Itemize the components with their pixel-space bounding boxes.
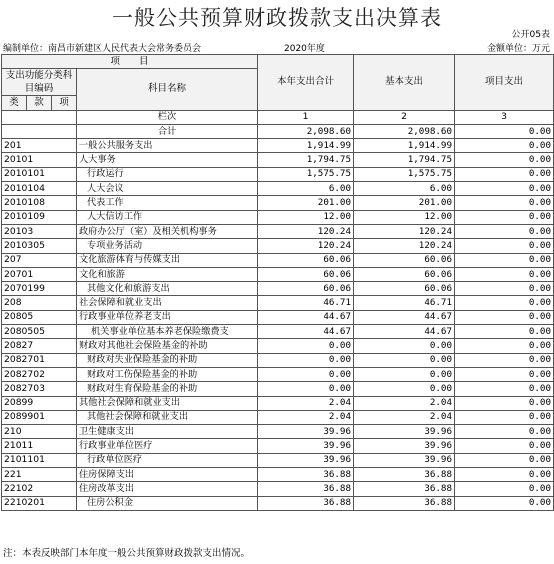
kuan-header: 款 <box>27 96 52 110</box>
basic-amount: 39.96 <box>354 425 455 439</box>
total-amount: 36.88 <box>258 482 354 496</box>
project-amount: 0.00 <box>455 153 554 167</box>
function-code: 2082701 <box>2 353 77 367</box>
total-amount: 1,575.75 <box>258 167 354 181</box>
basic-amount: 36.88 <box>354 496 455 510</box>
basic-amount: 39.96 <box>354 453 455 467</box>
project-amount: 0.00 <box>455 253 554 267</box>
subject-header: 科目名称 <box>77 69 258 110</box>
total-amount: 60.06 <box>258 267 354 281</box>
table-row <box>2 167 554 181</box>
total-amount: 0.00 <box>258 353 354 367</box>
subject-name: 代表工作 <box>77 196 258 210</box>
basic-amount: 60.06 <box>354 253 455 267</box>
table-row <box>2 382 554 396</box>
total-amount: 44.67 <box>258 310 354 324</box>
total-row <box>2 124 554 138</box>
function-code: 2089901 <box>2 410 77 424</box>
project-amount: 0.00 <box>455 139 554 153</box>
project-amount: 0.00 <box>455 496 554 510</box>
total-value: 2,098.60 <box>258 124 354 138</box>
project-amount: 0.00 <box>455 410 554 424</box>
project-amount: 0.00 <box>455 468 554 482</box>
basic-amount: 0.00 <box>354 353 455 367</box>
table-row <box>2 196 554 210</box>
subject-name: 行政单位医疗 <box>77 453 258 467</box>
total-amount: 0.00 <box>258 382 354 396</box>
project-amount: 0.00 <box>455 353 554 367</box>
basic-amount: 201.00 <box>354 196 455 210</box>
table-row <box>2 310 554 324</box>
project-header: 项 目 <box>2 55 258 69</box>
subject-name: 财政对失业保险基金的补助 <box>77 353 258 367</box>
col-number-3: 3 <box>455 110 554 124</box>
function-code: 210 <box>2 425 77 439</box>
table-row <box>2 410 554 424</box>
total-amount: 36.88 <box>258 496 354 510</box>
total-amount: 2.04 <box>258 410 354 424</box>
basic-amount: 60.06 <box>354 282 455 296</box>
subject-name: 政府办公厅（室）及相关机构事务 <box>77 224 258 238</box>
function-code: 20899 <box>2 396 77 410</box>
function-code: 2082703 <box>2 382 77 396</box>
total-amount: 6.00 <box>258 182 354 196</box>
table-row <box>2 396 554 410</box>
project-amount: 0.00 <box>455 310 554 324</box>
basic-amount: 46.71 <box>354 296 455 310</box>
basic-amount: 2.04 <box>354 396 455 410</box>
function-code: 221 <box>2 468 77 482</box>
total-amount: 39.96 <box>258 439 354 453</box>
project-amount: 0.00 <box>455 182 554 196</box>
report-title: 一般公共预算财政拨款支出决算表 <box>112 6 442 30</box>
table-row <box>2 482 554 496</box>
subject-name: 住房保障支出 <box>77 468 258 482</box>
basic-amount: 120.24 <box>354 224 455 238</box>
subject-name: 财政对生育保险基金的补助 <box>77 382 258 396</box>
subject-name: 其他社会保障和就业支出 <box>77 410 258 424</box>
total-amount: 36.88 <box>258 468 354 482</box>
total-amount: 60.06 <box>258 253 354 267</box>
subject-name: 人大会议 <box>77 182 258 196</box>
project-amount: 0.00 <box>455 482 554 496</box>
total-label: 合计 <box>77 124 258 138</box>
basic-amount: 1,575.75 <box>354 167 455 181</box>
total-amount: 201.00 <box>258 196 354 210</box>
table-row <box>2 210 554 224</box>
project-amount: 0.00 <box>455 396 554 410</box>
total-amount: 60.06 <box>258 282 354 296</box>
subject-name: 人大事务 <box>77 153 258 167</box>
function-code: 2010305 <box>2 239 77 253</box>
project-amount: 0.00 <box>455 282 554 296</box>
subject-name: 住房改革支出 <box>77 482 258 496</box>
basic-amount: 12.00 <box>354 210 455 224</box>
subject-name: 专项业务活动 <box>77 239 258 253</box>
basic-amount: 44.67 <box>354 325 455 339</box>
function-code: 20805 <box>2 310 77 324</box>
table-row <box>2 239 554 253</box>
table-row <box>2 153 554 167</box>
total-basic: 2,098.60 <box>354 124 455 138</box>
col-number-1: 1 <box>258 110 354 124</box>
xiang-header: 项 <box>52 96 77 110</box>
function-code: 22102 <box>2 482 77 496</box>
function-code: 2070199 <box>2 282 77 296</box>
table-row <box>2 496 554 510</box>
total-project: 0.00 <box>455 124 554 138</box>
expenditure-table <box>1 54 554 511</box>
subject-name: 文化和旅游 <box>77 267 258 281</box>
total-amount: 1,914.99 <box>258 139 354 153</box>
basic-amount: 0.00 <box>354 339 455 353</box>
header-row-1 <box>2 55 554 69</box>
table-row <box>2 325 554 339</box>
function-code: 20101 <box>2 153 77 167</box>
total-amount: 12.00 <box>258 210 354 224</box>
table-row <box>2 139 554 153</box>
project-amount: 0.00 <box>455 453 554 467</box>
function-code: 2101101 <box>2 453 77 467</box>
project-amount: 0.00 <box>455 367 554 381</box>
project-amount: 0.00 <box>455 239 554 253</box>
subject-name: 文化旅游体育与传媒支出 <box>77 253 258 267</box>
basic-amount: 36.88 <box>354 468 455 482</box>
basic-amount: 39.96 <box>354 439 455 453</box>
function-code: 2010101 <box>2 167 77 181</box>
basic-amount: 60.06 <box>354 267 455 281</box>
basic-amount: 2.04 <box>354 410 455 424</box>
function-code: 208 <box>2 296 77 310</box>
project-amount: 0.00 <box>455 224 554 238</box>
function-code: 2210201 <box>2 496 77 510</box>
basic-amount: 1,794.75 <box>354 153 455 167</box>
project-amount: 0.00 <box>455 425 554 439</box>
lanci-label: 栏次 <box>77 110 258 124</box>
basic-amount: 36.88 <box>354 482 455 496</box>
table-row <box>2 425 554 439</box>
table-row <box>2 339 554 353</box>
basic-amount: 44.67 <box>354 310 455 324</box>
total-amount: 2.04 <box>258 396 354 410</box>
table-row <box>2 267 554 281</box>
subject-name: 机关事业单位基本养老保险缴费支 <box>77 325 258 339</box>
function-code: 2010108 <box>2 196 77 210</box>
project-col-header: 项目支出 <box>455 55 554 111</box>
total-amount: 44.67 <box>258 325 354 339</box>
table-row <box>2 182 554 196</box>
function-code: 21011 <box>2 439 77 453</box>
org-label: 编制单位：南昌市新建区人民代表大会常务委员会 <box>3 44 202 54</box>
basic-amount: 0.00 <box>354 367 455 381</box>
col-number-2: 2 <box>354 110 455 124</box>
footnote: 注：本表反映部门本年度一般公共预算财政拨款支出情况。 <box>3 548 251 559</box>
table-number: 公开05表 <box>511 30 550 40</box>
func-code-header: 支出功能分类科目编码 <box>2 69 77 96</box>
total-amount: 0.00 <box>258 367 354 381</box>
table-row <box>2 282 554 296</box>
basic-amount: 1,914.99 <box>354 139 455 153</box>
total-col-header: 本年支出合计 <box>258 55 354 111</box>
subject-name: 财政对其他社会保险基金的补助 <box>77 339 258 353</box>
table-row <box>2 353 554 367</box>
subject-name: 行政事业单位医疗 <box>77 439 258 453</box>
project-amount: 0.00 <box>455 167 554 181</box>
total-amount: 120.24 <box>258 239 354 253</box>
lanci-row <box>2 110 554 124</box>
basic-amount: 6.00 <box>354 182 455 196</box>
subject-name: 卫生健康支出 <box>77 425 258 439</box>
subject-name: 社会保障和就业支出 <box>77 296 258 310</box>
table-row <box>2 296 554 310</box>
table-row <box>2 367 554 381</box>
function-code: 20103 <box>2 224 77 238</box>
project-amount: 0.00 <box>455 210 554 224</box>
function-code: 20827 <box>2 339 77 353</box>
subject-name: 其他社会保障和就业支出 <box>77 396 258 410</box>
basic-amount: 0.00 <box>354 382 455 396</box>
function-code: 20701 <box>2 267 77 281</box>
total-amount: 120.24 <box>258 224 354 238</box>
function-code: 207 <box>2 253 77 267</box>
project-amount: 0.00 <box>455 439 554 453</box>
project-amount: 0.00 <box>455 296 554 310</box>
amount-unit: 金额单位：万元 <box>486 44 550 54</box>
fiscal-year: 2020年度 <box>284 44 325 54</box>
project-amount: 0.00 <box>455 325 554 339</box>
total-amount: 1,794.75 <box>258 153 354 167</box>
table-row <box>2 468 554 482</box>
class-header: 类 <box>2 96 27 110</box>
table-row <box>2 224 554 238</box>
function-code: 2010104 <box>2 182 77 196</box>
table-row <box>2 253 554 267</box>
total-amount: 39.96 <box>258 453 354 467</box>
table-row <box>2 453 554 467</box>
function-code: 2010109 <box>2 210 77 224</box>
project-amount: 0.00 <box>455 267 554 281</box>
subject-name: 行政事业单位养老支出 <box>77 310 258 324</box>
function-code: 2082702 <box>2 367 77 381</box>
total-amount: 39.96 <box>258 425 354 439</box>
basic-amount: 120.24 <box>354 239 455 253</box>
table-row <box>2 439 554 453</box>
subject-name: 财政对工伤保险基金的补助 <box>77 367 258 381</box>
project-amount: 0.00 <box>455 196 554 210</box>
subject-name: 其他文化和旅游支出 <box>77 282 258 296</box>
subject-name: 住房公积金 <box>77 496 258 510</box>
basic-col-header: 基本支出 <box>354 55 455 111</box>
total-amount: 46.71 <box>258 296 354 310</box>
subject-name: 一般公共服务支出 <box>77 139 258 153</box>
subject-name: 人大信访工作 <box>77 210 258 224</box>
total-amount: 0.00 <box>258 339 354 353</box>
subject-name: 行政运行 <box>77 167 258 181</box>
function-code: 201 <box>2 139 77 153</box>
function-code: 2080505 <box>2 325 77 339</box>
project-amount: 0.00 <box>455 382 554 396</box>
project-amount: 0.00 <box>455 339 554 353</box>
